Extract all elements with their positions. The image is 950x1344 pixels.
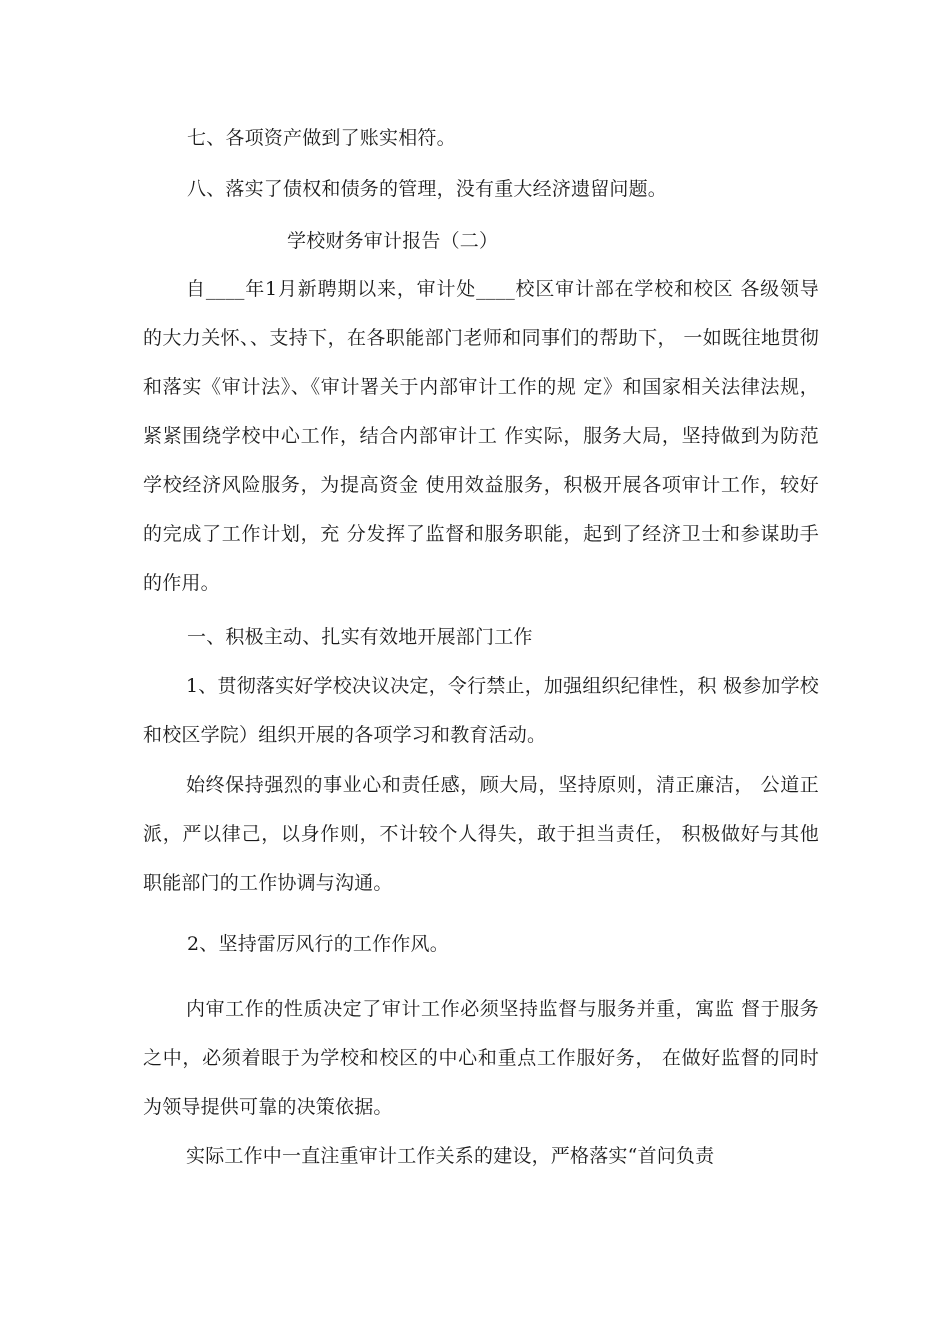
section-heading-one: 一、积极主动、扎实有效地开展部门工作	[187, 626, 533, 648]
item-one-paragraph: 1、贯彻落实好学校决议决定，令行禁止，加强组织纪律性，积 极参加学校和校区学院）组织开展的各项学习和教育活动。	[143, 675, 819, 746]
item-two-heading: 2、坚持雷厉风行的工作作风。	[187, 933, 449, 955]
document-title: 学校财务审计报告（二）	[287, 230, 499, 252]
list-item-seven: 七、各项资产做到了账实相符。	[187, 127, 456, 149]
work-nature-paragraph: 内审工作的性质决定了审计工作必须坚持监督与服务并重，寓监 督于服务之中，必须着眼于为学校和校区的中心和重点工作服好务， 在做好监督的同时为领导提供可靠的决策依据。	[143, 998, 819, 1118]
list-item-eight: 八、落实了债权和债务的管理，没有重大经济遗留问题。	[187, 178, 668, 200]
last-paragraph: 实际工作中一直注重审计工作关系的建设，严格落实“首问负责	[186, 1145, 715, 1167]
intro-paragraph: 自____年1月新聘期以来，审计处____校区审计部在学校和校区 各级领导的大力关怀、、支持下，在各职能部门老师和同事们的帮助下， 一如既往地贯彻和落实《审计法》、《审计署关于内部审计工作的规 定》和国家相关法律法规，紧紧围绕学校中心工作，结合内部审计工 作实际，服务大局，坚持做到为防范学校经济风险服务，为提高资金 使用效益服务，积极开展各项审计工作，较好的完成了工作计划，充 分发挥了监督和服务职能，起到了经济卫士和参谋助手的作用。	[143, 278, 819, 594]
attitude-paragraph: 始终保持强烈的事业心和责任感，顾大局，坚持原则，清正廉洁， 公道正派，严以律己，以身作则，不计较个人得失，敢于担当责任， 积极做好与其他职能部门的工作协调与沟通。	[143, 774, 819, 894]
